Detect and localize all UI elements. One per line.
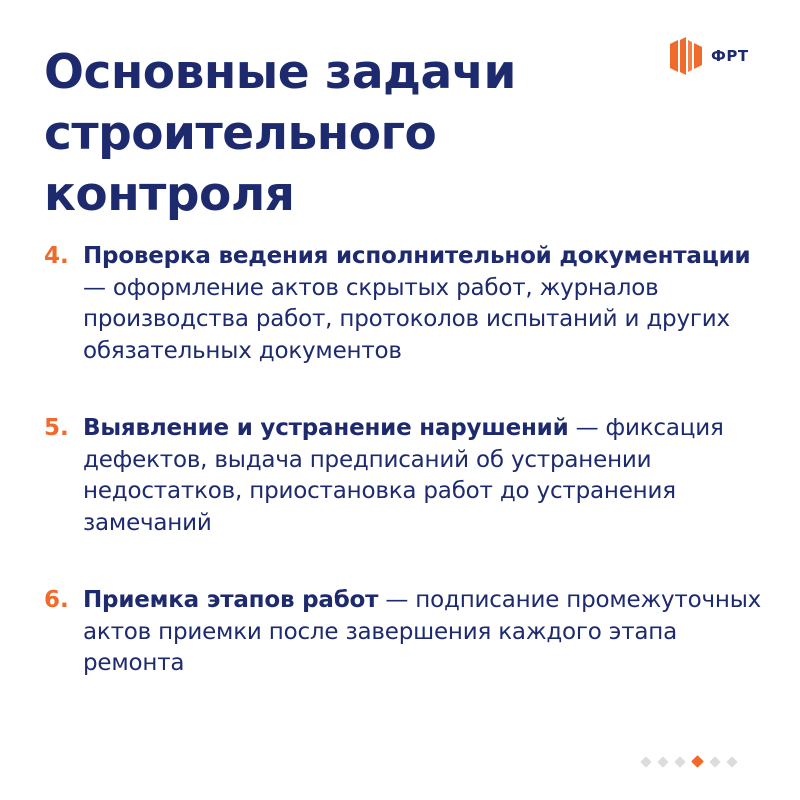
item-text [83,413,774,539]
item-body: — подписание промежуточных актов приемки после завершения каждого этапа ремонта [83,587,762,676]
frt-logo-icon [666,36,706,76]
pager-dot-active[interactable] [691,755,704,768]
item-heading: Проверка ведения исполнительной документации [83,243,751,269]
logo [666,36,762,76]
item-text [83,241,774,367]
pager-dot[interactable] [674,756,685,767]
item-number: 6. [44,587,69,613]
item-heading: Выявление и устранение нарушений [83,415,569,441]
pager-dot[interactable] [640,756,651,767]
logo-text: ФРТ [711,47,749,65]
pager-dot[interactable] [709,756,720,767]
item-heading: Приемка этапов работ [83,587,379,613]
item-body: — фиксация дефектов, выдача предписаний об устранении недостатков, приостановка работ до устранения замечаний [83,415,724,536]
list-item [44,585,774,680]
pager-dot[interactable] [657,756,668,767]
list-item [44,241,774,367]
item-text [83,585,774,680]
item-body: — оформление актов скрытых работ, журналов производства работ, протоколов испытаний и других обязательных документов [83,274,730,364]
pager-dot[interactable] [726,756,737,767]
list-item [44,413,774,539]
slide-pager [642,757,736,766]
task-list [44,241,774,726]
page-title: Основные задачи строительного контроля [44,45,516,222]
item-number: 4. [44,243,69,269]
item-number: 5. [44,415,69,441]
